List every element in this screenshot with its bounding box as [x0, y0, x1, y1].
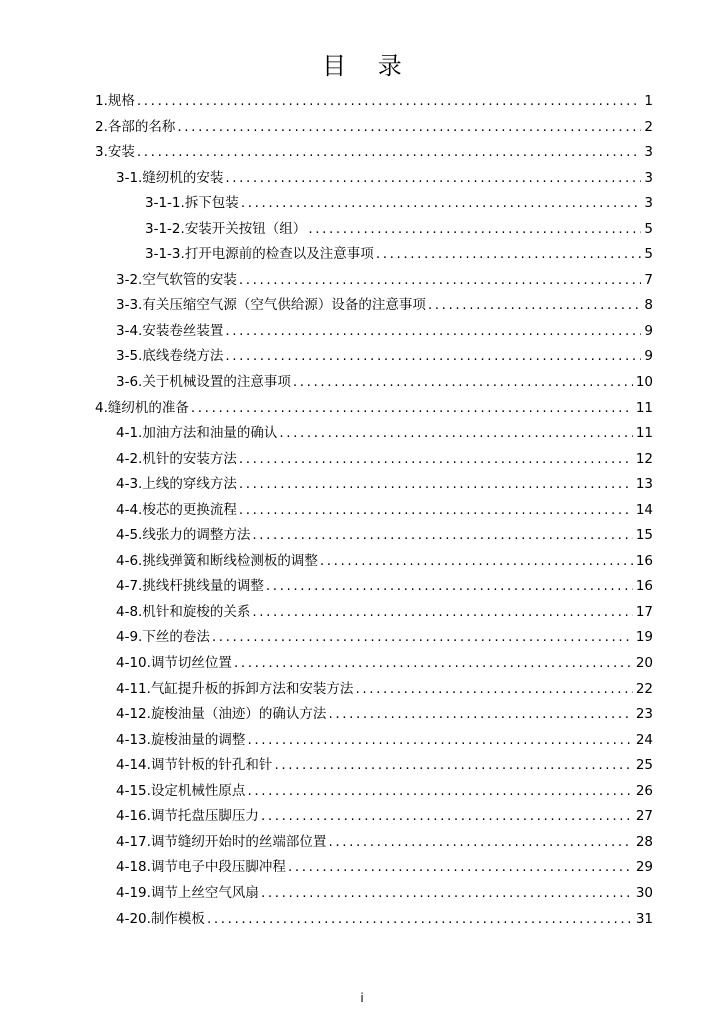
- toc-entry-page-number: 19: [635, 629, 653, 646]
- toc-entry-number: 3-1-3.: [145, 246, 185, 263]
- toc-entry-number: 4-1.: [116, 425, 143, 442]
- toc-entry-number: 4-10.: [116, 655, 151, 672]
- toc-entry-page-number: 2: [644, 118, 653, 135]
- toc-entry-number: 4-9.: [116, 629, 143, 646]
- toc-entry-number: 3-2.: [116, 271, 143, 288]
- toc-entry[interactable]: [0, 319, 724, 345]
- toc-dot-leader: [308, 217, 641, 243]
- toc-entry-page-number: 11: [635, 425, 653, 442]
- toc-entry-number: 4-16.: [116, 808, 151, 825]
- toc-entry-title: 缝纫机的准备: [107, 399, 189, 416]
- toc-entry[interactable]: [0, 396, 724, 422]
- toc-dot-leader: [261, 804, 633, 830]
- toc-entry-page-number: 1: [644, 93, 653, 109]
- toc-entry-title: 线张力的调整方法: [142, 527, 251, 544]
- toc-entry-title: 调节上丝空气风扇: [150, 884, 259, 901]
- toc-entry-number: 4-7.: [116, 578, 143, 595]
- toc-entry[interactable]: [0, 702, 724, 728]
- toc-entry-number: 3-3.: [116, 297, 143, 314]
- toc-entry-title: 挑线杆挑线量的调整: [142, 578, 264, 595]
- toc-entry-title: 机针和旋梭的关系: [142, 603, 251, 620]
- toc-dot-leader: [137, 89, 642, 115]
- toc-entry-page-number: 23: [635, 706, 653, 723]
- toc-entry[interactable]: [0, 651, 724, 677]
- toc-dot-leader: [239, 498, 633, 524]
- toc-entry-page-number: 7: [644, 271, 653, 288]
- toc-entry-page-number: 5: [644, 246, 653, 263]
- toc-dot-leader: [239, 268, 642, 294]
- toc-dot-leader: [279, 421, 632, 447]
- toc-entry-number: 4-18.: [116, 859, 151, 876]
- toc-entry[interactable]: [0, 677, 724, 703]
- toc-entry-page-number: 5: [644, 220, 653, 237]
- toc-entry-page-number: 24: [635, 731, 653, 748]
- toc-entry-page-number: 12: [635, 450, 653, 467]
- toc-entry-title: 下丝的卷法: [142, 629, 210, 646]
- toc-entry-title: 打开电源前的检查以及注意事项: [184, 246, 374, 263]
- toc-dot-leader: [241, 191, 642, 217]
- toc-entry-title: 关于机械设置的注意事项: [142, 374, 291, 391]
- toc-dot-leader: [293, 370, 633, 396]
- toc-dot-leader: [207, 907, 633, 933]
- toc-dot-leader: [376, 242, 642, 268]
- toc-entry-page-number: 13: [635, 476, 653, 493]
- toc-entry-page-number: 16: [635, 552, 653, 569]
- toc-entry-page-number: 30: [635, 884, 653, 901]
- toc-entry-page-number: 14: [635, 501, 653, 518]
- toc-entry-title: 底线卷绕方法: [142, 348, 224, 365]
- toc-entry[interactable]: [0, 881, 724, 907]
- toc-dot-leader: [274, 753, 632, 779]
- toc-entry-number: 3-6.: [116, 374, 143, 391]
- toc-entry-page-number: 22: [635, 680, 653, 697]
- toc-entry[interactable]: [0, 907, 724, 933]
- toc-entry-title: 调节针板的针孔和针: [150, 757, 273, 774]
- toc-entry-page-number: 26: [635, 782, 653, 799]
- toc-entry[interactable]: [0, 779, 724, 805]
- toc-entry-number: 4-20.: [116, 910, 151, 927]
- toc-entry[interactable]: [0, 600, 724, 626]
- toc-entry-title: 设定机械性原点: [150, 782, 246, 799]
- toc-entry[interactable]: [0, 472, 724, 498]
- toc-dot-leader: [320, 549, 633, 575]
- toc-entry-title: 安装卷丝装置: [142, 322, 224, 339]
- toc-entry-page-number: 3: [644, 195, 653, 212]
- page-title: 目 录: [322, 52, 414, 80]
- toc-dot-leader: [234, 651, 633, 677]
- toc-entry[interactable]: [0, 421, 724, 447]
- toc-entry-number: 4.: [95, 399, 108, 416]
- toc-entry[interactable]: [0, 574, 724, 600]
- toc-entry[interactable]: [0, 625, 724, 651]
- toc-entry[interactable]: [0, 549, 724, 575]
- toc-entry-page-number: 9: [644, 322, 653, 339]
- toc-entry-title: 上线的穿线方法: [142, 476, 237, 493]
- toc-entry-title: 旋梭油量的调整: [150, 731, 246, 748]
- toc-entry-page-number: 10: [635, 374, 653, 391]
- toc-entry-number: 4-3.: [116, 476, 143, 493]
- toc-entry-title: 调节缝纫开始时的丝端部位置: [150, 833, 327, 850]
- toc-entry-title: 调节托盘压脚压力: [150, 808, 259, 825]
- toc-entry-number: 4-15.: [116, 782, 151, 799]
- toc-entry[interactable]: [0, 217, 724, 243]
- toc-entry-number: 3-1-2.: [145, 220, 185, 237]
- toc-entry-page-number: 8: [644, 297, 653, 314]
- toc-dot-leader: [328, 702, 632, 728]
- toc-entry-title: 各部的名称: [107, 118, 176, 135]
- toc-entry[interactable]: [0, 344, 724, 370]
- toc-entry-page-number: 20: [635, 655, 653, 672]
- toc-entry[interactable]: [0, 268, 724, 294]
- toc-entry-title: 拆下包装: [184, 195, 239, 212]
- toc-entry-number: 4-14.: [116, 757, 151, 774]
- toc-entry-number: 4-11.: [116, 680, 151, 697]
- toc-dot-leader: [247, 728, 632, 754]
- toc-entry-number: 4-6.: [116, 552, 143, 569]
- toc-dot-leader: [252, 600, 632, 626]
- toc-dot-leader: [247, 779, 632, 805]
- toc-dot-leader: [261, 881, 633, 907]
- toc-entry[interactable]: [0, 855, 724, 881]
- toc-entry-page-number: 3: [644, 144, 653, 161]
- toc-entry-number: 3-1.: [116, 169, 143, 186]
- toc-entry-page-number: 15: [635, 527, 653, 544]
- toc-entry[interactable]: [0, 115, 724, 141]
- toc-entry-number: 4-13.: [116, 731, 151, 748]
- toc-dot-leader: [212, 625, 633, 651]
- toc-dot-leader: [328, 830, 632, 856]
- toc-entry-title: 规格: [107, 93, 135, 109]
- toc-dot-leader: [355, 677, 632, 703]
- toc-entry[interactable]: [0, 140, 724, 166]
- toc-entry-title: 有关压缩空气源（空气供给源）设备的注意事项: [142, 297, 426, 314]
- toc-entry-page-number: 17: [635, 603, 653, 620]
- toc-entry[interactable]: [0, 242, 724, 268]
- toc-entry-number: 3-4.: [116, 322, 143, 339]
- toc-entry-page-number: 28: [635, 833, 653, 850]
- toc-entry[interactable]: [0, 498, 724, 524]
- toc-entry-title: 制作模板: [150, 910, 205, 927]
- toc-dot-leader: [225, 344, 641, 370]
- toc-entry-number: 4-2.: [116, 450, 143, 467]
- toc-entry-page-number: 16: [635, 578, 653, 595]
- toc-entry-title: 安装开关按钮（组）: [184, 220, 307, 237]
- toc-dot-leader: [239, 447, 633, 473]
- toc-entry-number: 2.: [95, 118, 108, 135]
- toc-entry-page-number: 11: [635, 399, 653, 416]
- toc-entry-title: 加油方法和油量的确认: [142, 425, 278, 442]
- toc-entry-number: 3-1-1.: [145, 195, 185, 212]
- toc-entry-title: 机针的安装方法: [142, 450, 237, 467]
- toc-entry-number: 4-4.: [116, 501, 143, 518]
- toc-entry-page-number: 27: [635, 808, 653, 825]
- toc-dot-leader: [288, 855, 633, 881]
- toc-entry-page-number: 29: [635, 859, 653, 876]
- toc-entry-title: 空气软管的安装: [142, 271, 237, 288]
- toc-entry-title: 调节电子中段压脚冲程: [150, 859, 286, 876]
- toc-entry-number: 3.: [95, 144, 108, 161]
- toc-entry-title: 旋梭油量（油迹）的确认方法: [150, 706, 327, 723]
- toc-dot-leader: [266, 574, 633, 600]
- toc-entry-title: 缝纫机的安装: [142, 169, 224, 186]
- toc-entry-number: 4-5.: [116, 527, 143, 544]
- toc-entry-title: 调节切丝位置: [150, 655, 232, 672]
- toc-entry-page-number: 9: [644, 348, 653, 365]
- toc-entry[interactable]: [0, 191, 724, 217]
- toc-entry[interactable]: [0, 447, 724, 473]
- toc-dot-leader: [225, 319, 641, 345]
- toc-entry-number: 4-8.: [116, 603, 143, 620]
- toc-dot-leader: [177, 115, 641, 141]
- toc-entry-number: 4-17.: [116, 833, 151, 850]
- toc-dot-leader: [137, 140, 642, 166]
- toc-entry-page-number: 25: [635, 757, 653, 774]
- toc-entry[interactable]: [0, 293, 724, 319]
- toc-entry[interactable]: [0, 370, 724, 396]
- toc-dot-leader: [252, 523, 632, 549]
- toc-dot-leader: [239, 472, 633, 498]
- toc-entry[interactable]: [0, 830, 724, 856]
- toc-entry-number: 1.: [95, 93, 108, 109]
- toc-entry[interactable]: [0, 804, 724, 830]
- toc-dot-leader: [191, 396, 633, 422]
- toc-entry-title: 梭芯的更换流程: [142, 501, 237, 518]
- toc-entry[interactable]: [0, 728, 724, 754]
- toc-entry[interactable]: [0, 523, 724, 549]
- table-of-contents: [0, 89, 724, 932]
- toc-entry-page-number: 31: [635, 910, 653, 927]
- toc-entry-number: 3-5.: [116, 348, 143, 365]
- toc-entry-title: 挑线弹簧和断线检测板的调整: [142, 552, 318, 569]
- toc-dot-leader: [428, 293, 642, 319]
- toc-entry[interactable]: [0, 89, 724, 115]
- toc-entry[interactable]: [0, 753, 724, 779]
- toc-dot-leader: [225, 166, 641, 192]
- toc-entry-title: 安装: [107, 144, 135, 161]
- page-number-footer: i: [360, 991, 364, 1005]
- toc-entry-number: 4-12.: [116, 706, 151, 723]
- toc-entry-page-number: 3: [644, 169, 653, 186]
- toc-entry[interactable]: [0, 166, 724, 192]
- toc-entry-title: 气缸提升板的拆卸方法和安装方法: [150, 680, 354, 697]
- toc-entry-number: 4-19.: [116, 884, 151, 901]
